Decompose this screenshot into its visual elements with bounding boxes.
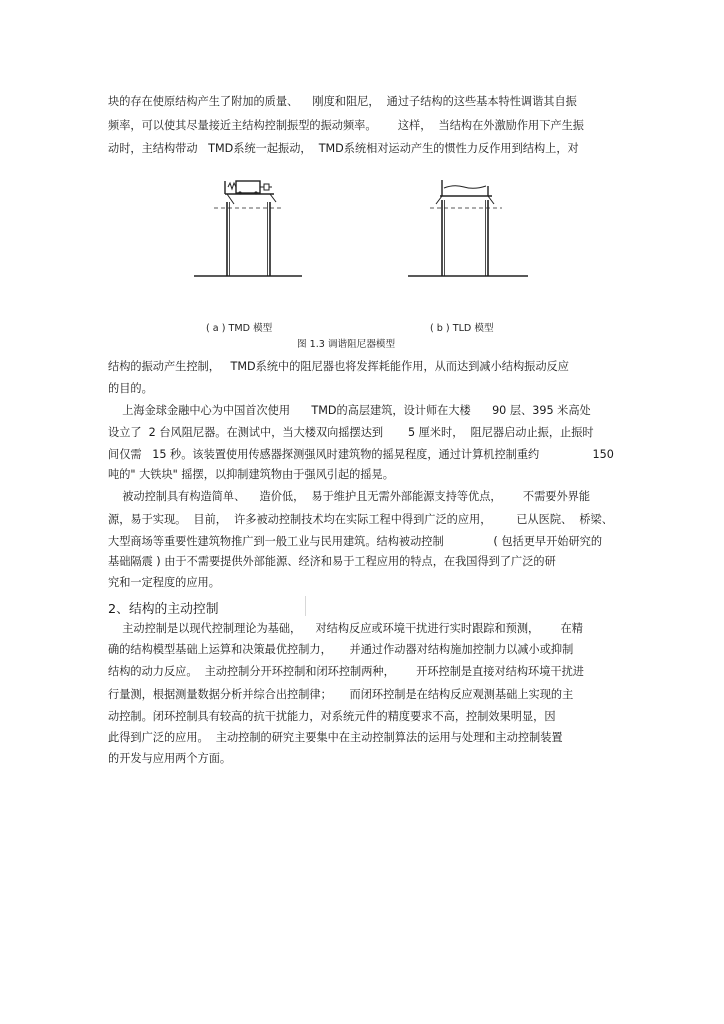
text-line: 的开发与应用两个方面。 [108, 752, 232, 765]
text-line: 此得到广泛的应用。 主动控制的研究主要集中在主动控制算法的运用与处理和主动控制装置 [108, 731, 563, 744]
figure-label-a: ( a ) TMD 模型 [206, 323, 273, 334]
text-line: 动控制。闭环控制具有较高的抗干扰能力，对系统元件的精度要求不高，控制效果明显，因 [108, 710, 556, 723]
text-line: 主动控制是以现代控制理论为基础， 对结构反应或环境干扰进行实时跟踪和预测， 在精 [108, 622, 583, 635]
text-line: 动时，主结构带动 TMD系统一起振动， TMD系统相对运动产生的惯性力反作用到结构上，对 [108, 142, 579, 155]
text-line: 吨的" 大铁块" 摇摆，以抑制建筑物由于强风引起的摇晃。 [108, 468, 394, 481]
figure-caption: 图 1.3 调谐阻尼器模型 [297, 339, 396, 350]
text-line: 结构的振动产生控制， TMD系统中的阻尼器也将发挥耗能作用，从而达到减小结构振动反应 [108, 360, 569, 373]
tmd-model-figure [192, 172, 304, 282]
text-line: 大型商场等重要性建筑物推广到一般工业与民用建筑。结构被动控制 ( 包括更早开始研究的 [108, 535, 603, 548]
text-line: 被动控制具有构造简单、 造价低， 易于维护且无需外部能源支持等优点， 不需要外界能 [108, 490, 591, 503]
text-line: 上海金球金融中心为中国首次使用 TMD的高层建筑，设计师在大楼 90 层、395 米高处 [108, 404, 591, 417]
tld-model-figure [406, 172, 530, 282]
text-line: 的目的。 [108, 382, 153, 395]
section-heading: 2、结构的主动控制 [108, 602, 219, 617]
text-line: 基础隔震 ) 由于不需要提供外部能源、经济和易于工程应用的特点，在我国得到了广泛的研 [108, 555, 556, 568]
text-line: 频率，可以使其尽量接近主结构控制振型的振动频率。 这样， 当结构在外激励作用下产生振 [108, 119, 584, 132]
text-line: 源，易于实现。 目前， 许多被动控制技术均在实际工程中得到广泛的应用， 已从医院、 桥梁、 [108, 513, 613, 526]
text-line: 结构的动力反应。 主动控制分开环控制和闭环控制两种， 开环控制是直接对结构环境干扰进 [108, 665, 584, 678]
divider [305, 596, 306, 616]
text-line: 设立了 2 台风阻尼器。在测试中，当大楼双向摇摆达到 5 厘米时， 阻尼器启动止振，止振时 [108, 426, 594, 439]
text-line: 确的结构模型基础上运算和决策最优控制力， 并通过作动器对结构施加控制力以减小或抑制 [108, 643, 574, 656]
text-line: 究和一定程度的应用。 [108, 576, 220, 589]
text-line: 行量测，根据测量数据分析并综合出控制律； 而闭环控制是在结构反应观测基础上实现的主 [108, 688, 574, 701]
text-line: 块的存在使原结构产生了附加的质量、 刚度和阻尼， 通过子结构的这些基本特性调谐其自振 [108, 95, 577, 108]
figure-label-b: ( b ) TLD 模型 [430, 323, 494, 334]
text-line: 间仅需 15 秒。该装置使用传感器探测强风时建筑物的摇晃程度，通过计算机控制重约 150 [108, 448, 614, 461]
